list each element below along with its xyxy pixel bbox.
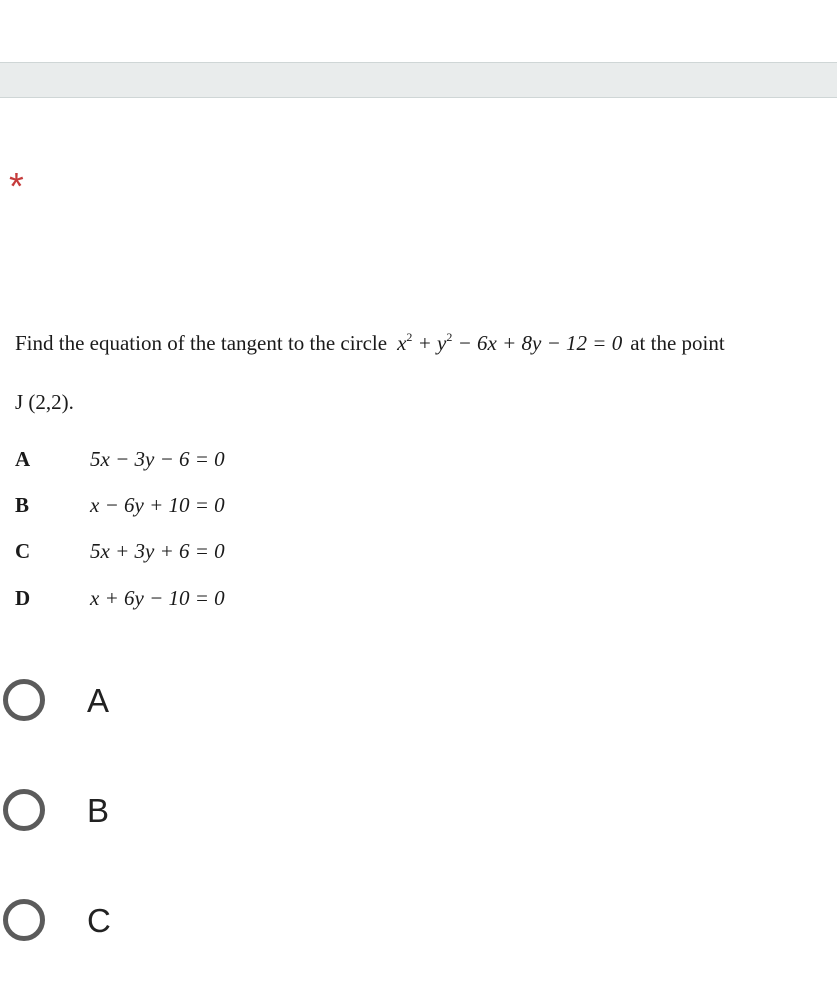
circle-term-x: x [397, 331, 407, 355]
question-tail: at the point [630, 331, 725, 355]
choice-equation: x − 6y + 10 = 0 [90, 493, 225, 517]
circle-term-rest: − 6x + 8y − 12 = 0 [452, 331, 623, 355]
choice-letter: D [15, 586, 31, 610]
radio-circle-icon[interactable] [3, 899, 45, 941]
circle-exp-1: 2 [406, 330, 413, 344]
circle-term-y: + y [412, 331, 447, 355]
option-label[interactable]: B [87, 792, 110, 829]
circle-equation [397, 331, 622, 355]
option-b[interactable] [0, 786, 837, 842]
top-band [0, 62, 837, 98]
radio-circle-icon[interactable] [3, 679, 45, 721]
radio-circle-icon[interactable] [3, 789, 45, 831]
circle-exp-2: 2 [446, 330, 453, 344]
option-c[interactable] [0, 896, 837, 952]
choice-equation: 5x − 3y − 6 = 0 [90, 447, 225, 471]
choice-letter: A [15, 447, 31, 471]
required-marker: * [9, 166, 24, 208]
option-label[interactable]: A [87, 682, 110, 719]
question-text [15, 322, 830, 358]
choice-equation: x + 6y − 10 = 0 [90, 586, 225, 610]
choice-letter: C [15, 539, 31, 563]
choice-equation: 5x + 3y + 6 = 0 [90, 539, 225, 563]
choice-letter: B [15, 493, 30, 517]
option-a[interactable] [0, 676, 837, 732]
question-lead: Find the equation of the tangent to the circle [15, 331, 388, 355]
question-point: J (2,2). [15, 390, 74, 414]
option-label[interactable]: C [87, 902, 111, 939]
